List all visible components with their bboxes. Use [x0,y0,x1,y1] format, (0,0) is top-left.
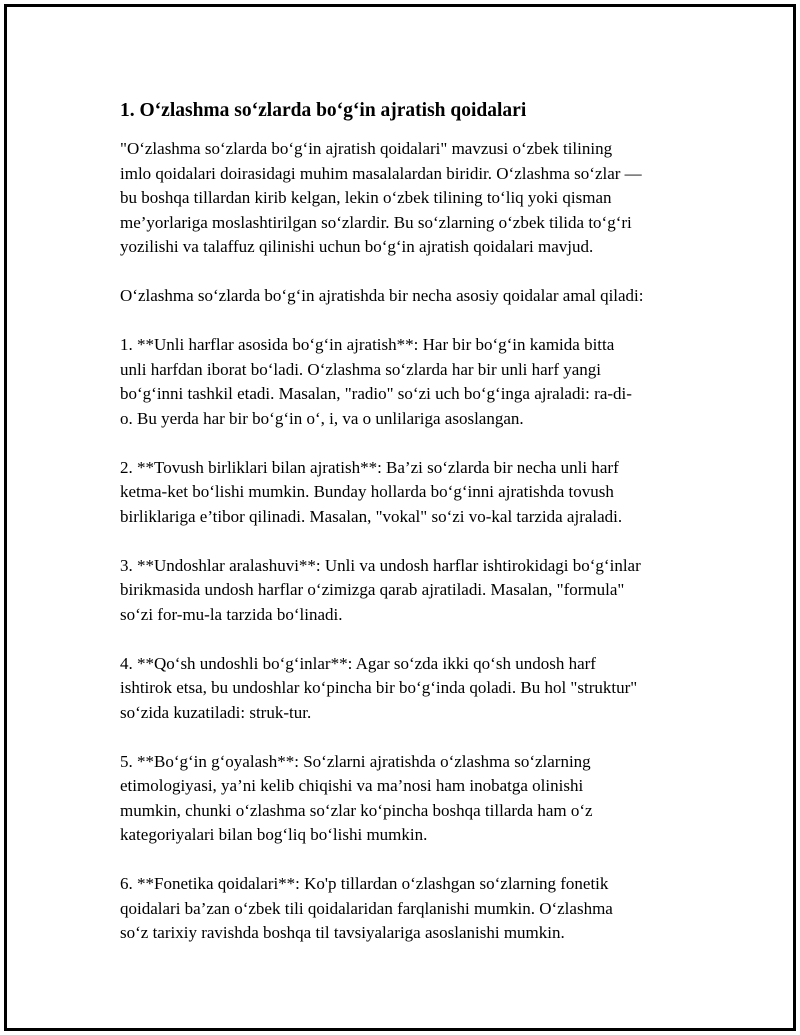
lead-in-paragraph [120,284,700,309]
paragraph-line: unli harfdan iborat bo‘ladi. O‘zlashma so‘zlarda har bir unli harf yangi [120,359,602,379]
paragraph-line: so‘zi for-mu-la tarzida bo‘linadi. [120,604,343,624]
paragraph-line: qoidalari ba’zan o‘zbek tili qoidalaridan farqlanishi mumkin. O‘zlashma [120,898,613,918]
paragraph-line: ketma-ket bo‘lishi mumkin. Bunday hollarda bo‘g‘inni ajratishda tovush [120,482,614,501]
intro-paragraph [120,137,700,260]
paragraph-line: 2. **Tovush birliklari bilan ajratish**: Ba’zi so‘zlarda bir necha unli harf [120,457,619,477]
paragraph-line: yozilishi va talaffuz qilinishi uchun bo‘g‘in ajratish qoidalari mavjud. [120,237,594,256]
paragraph-line: mumkin, chunki o‘zlashma so‘zlar ko‘pincha boshqa tillarda ham o‘z [120,800,593,820]
paragraph-line: 3. **Undoshlar aralashuvi**: Unli va undosh harflar ishtirokidagi bo‘g‘inlar [120,555,641,575]
rule-1-paragraph [120,333,700,431]
paragraph-line: me’yorlariga moslashtirilgan so‘zlardir. Bu so‘zlarning o‘zbek tilida to‘g‘ri [120,212,632,232]
paragraph-line: 1. **Unli harflar asosida bo‘g‘in ajratish**: Har bir bo‘g‘in kamida bitta [120,335,615,354]
rule-3-paragraph [120,554,700,628]
paragraph-line: "O‘zlashma so‘zlarda bo‘g‘in ajratish qoidalari" mavzusi o‘zbek tilining [120,139,613,158]
paragraph-line: bu boshqa tillardan kirib kelgan, lekin o‘zbek tilining to‘liq yoki qisman [120,188,612,207]
paragraph-line: birliklariga e’tibor qilinadi. Masalan, "vokal" so‘zi vo-kal tarzida ajraladi. [120,506,623,526]
paragraph-line: bo‘g‘inni tashkil etadi. Masalan, "radio" so‘zi uch bo‘g‘inga ajraladi: ra-di- [120,384,632,403]
paragraph-line: 4. **Qo‘sh undoshli bo‘g‘inlar**: Agar so‘zda ikki qo‘sh undosh harf [120,653,596,673]
rule-4-paragraph [120,652,700,726]
paragraph-line: imlo qoidalari doirasidagi muhim masalalardan biridir. O‘zlashma so‘zlar — [120,163,642,183]
paragraph-line: o. Bu yerda har bir bo‘g‘in o‘, i, va o unlilariga asoslangan. [120,408,524,428]
document-title: 1. O‘zlashma so‘zlarda bo‘g‘in ajratish qoidalari [120,100,527,121]
paragraph-line: kategoriyalari bilan bog‘liq bo‘lishi mumkin. [120,825,428,844]
paragraph-line: ishtirok etsa, bu undoshlar ko‘pincha bir bo‘g‘inda qoladi. Bu hol "struktur" [120,678,638,697]
rule-6-paragraph [120,872,700,946]
paragraph-line: so‘z tarixiy ravishda boshqa til tavsiyalariga asoslanishi mumkin. [120,923,565,942]
page-frame [4,4,796,1031]
rule-2-paragraph [120,456,700,530]
document-body [120,97,700,970]
rule-5-paragraph [120,750,700,848]
paragraph-line: so‘zida kuzatiladi: struk-tur. [120,702,312,722]
paragraph-line: 5. **Bo‘g‘in g‘oyalash**: So‘zlarni ajratishda o‘zlashma so‘zlarning [120,751,591,771]
paragraph-line: 6. **Fonetika qoidalari**: Ko'p tillardan o‘zlashgan so‘zlarning fonetik [120,874,609,893]
paragraph-line: etimologiyasi, ya’ni kelib chiqishi va ma’nosi ham inobatga olinishi [120,776,584,795]
paragraph-line: O‘zlashma so‘zlarda bo‘g‘in ajratishda bir necha asosiy qoidalar amal qiladi: [120,286,644,305]
paragraph-line: birikmasida undosh harflar o‘zimizga qarab ajratiladi. Masalan, "formula" [120,580,625,599]
